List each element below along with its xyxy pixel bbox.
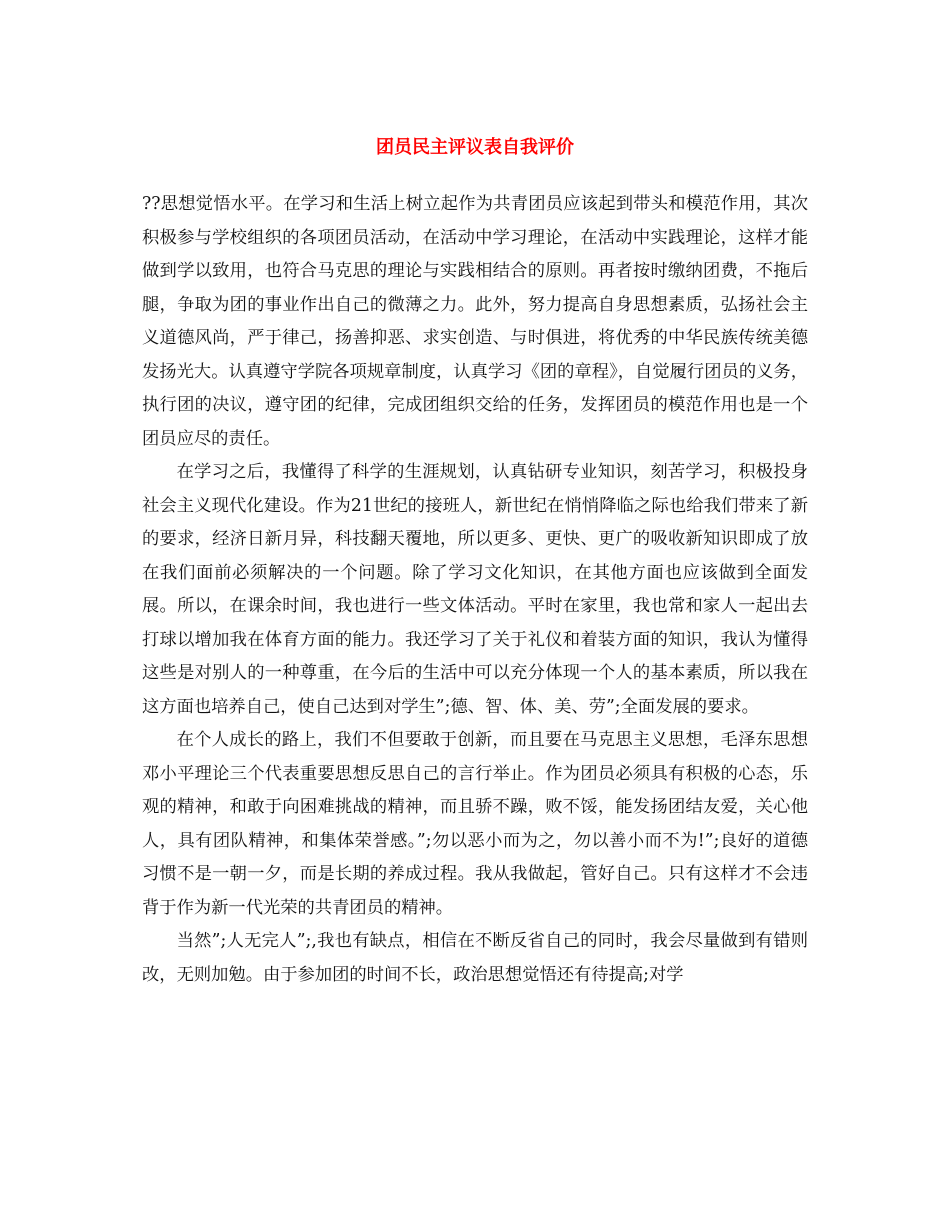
paragraph-3: 在个人成长的路上，我们不但要敢于创新，而且要在马克思主义思想，毛泽东思想邓小平理论三个代表重要思想反思自己的言行举止。作为团员必须具有积极的心态，乐观的精神，和敢于向困难挑战的精神，而且骄不躁，败不馁，能发扬团结友爱，关心他人，具有团队精神，和集体荣誉感。”;勿以恶小而为之，勿以善小而不为!”;良好的道德习惯不是一朝一夕，而是长期的养成过程。我从我做起，管好自己。只有这样才不会违背于作为新一代光荣的共青团员的精神。 — [142, 730, 808, 918]
document-body — [142, 188, 808, 992]
paragraph-4: 当然”;人无完人”;,我也有缺点，相信在不断反省自己的同时，我会尽量做到有错则改，无则加勉。由于参加团的时间不长，政治思想觉悟还有待提高;对学 — [142, 931, 808, 985]
document-title: 团员民主评议表自我评价 — [376, 137, 574, 158]
paragraph-1: ??思想觉悟水平。在学习和生活上树立起作为共青团员应该起到带头和模范作用，其次积极参与学校组织的各项团员活动，在活动中学习理论，在活动中实践理论，这样才能做到学以致用，也符合马克思的理论与实践相结合的原则。再者按时缴纳团费，不拖后腿，争取为团的事业作出自己的微薄之力。此外，努力提高自身思想素质，弘扬社会主义道德风尚，严于律己，扬善抑恶、求实创造、与时俱进，将优秀的中华民族传统美德发扬光大。认真遵守学院各项规章制度，认真学习《团的章程》，自觉履行团员的义务，执行团的决议，遵守团的纪律，完成团组织交给的任务，发挥团员的模范作用也是一个团员应尽的责任。 — [142, 194, 808, 449]
paragraph-2: 在学习之后，我懂得了科学的生涯规划，认真钻研专业知识，刻苦学习，积极投身社会主义现代化建设。作为21世纪的接班人，新世纪在悄悄降临之际也给我们带来了新的要求，经济日新月异，科技翻天覆地，所以更多、更快、更广的吸收新知识即成了放在我们面前必须解决的一个问题。除了学习文化知识，在其他方面也应该做到全面发展。所以，在课余时间，我也进行一些文体活动。平时在家里，我也常和家人一起出去打球以增加我在体育方面的能力。我还学习了关于礼仪和着装方面的知识，我认为懂得这些是对别人的一种尊重，在今后的生活中可以充分体现一个人的基本素质，所以我在这方面也培养自己，使自己达到对学生”;德、智、体、美、劳”;全面发展的要求。 — [142, 462, 808, 717]
